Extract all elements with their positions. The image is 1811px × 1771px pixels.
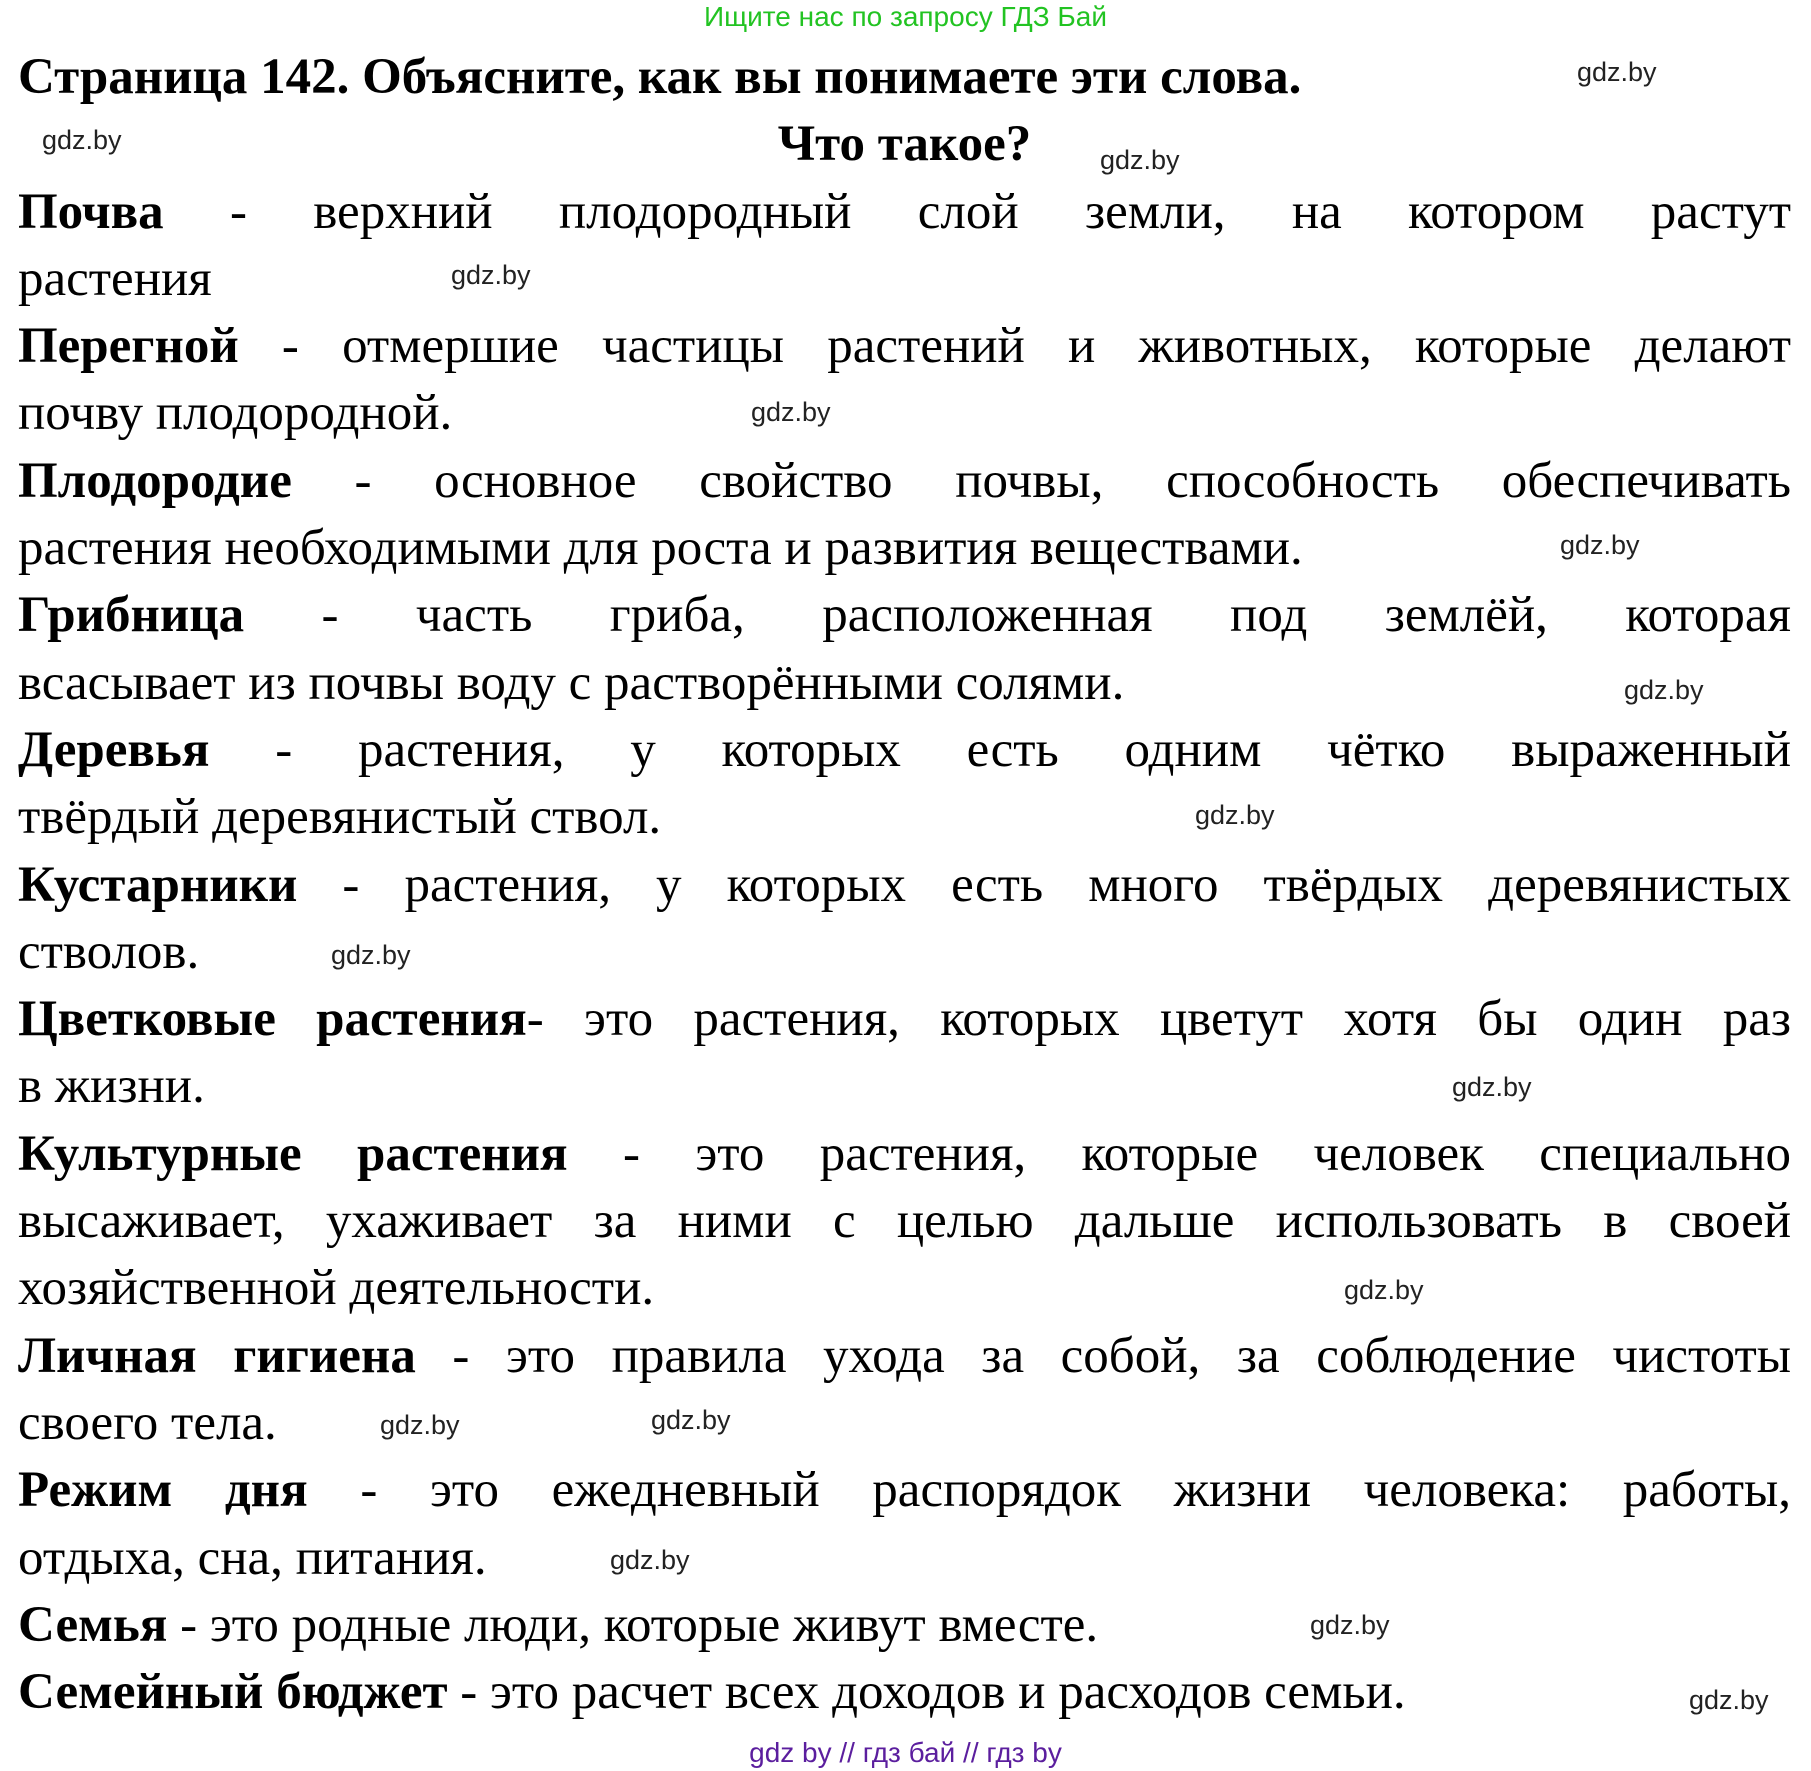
definition-line	[18, 919, 1791, 986]
definition-text: отдыха, сна, питания.	[18, 1529, 487, 1586]
definition-text: всасывает из почвы воду с растворёнными солями.	[18, 654, 1125, 711]
definition-entry	[18, 1659, 1791, 1726]
watermark: gdz.by	[1452, 1072, 1532, 1102]
definition-text: - верхний плодородный слой земли, на котором растут	[163, 183, 1791, 240]
definition-text: высаживает, ухаживает за ними с целью дальше использовать в своей	[18, 1193, 1791, 1250]
watermark: gdz.by	[1195, 800, 1275, 830]
definition-text: почву плодородной.	[18, 385, 453, 442]
definition-text: - это расчет всех доходов и расходов семьи.	[447, 1664, 1406, 1721]
definition-term: Плодородие	[18, 452, 292, 509]
watermark: gdz.by	[1577, 57, 1657, 87]
definition-term: Почва	[18, 183, 164, 240]
page-title: Страница 142. Объясните, как вы понимаете эти слова.	[18, 49, 1302, 105]
watermark: gdz.by	[1344, 1275, 1424, 1305]
watermark: gdz.by	[451, 260, 531, 290]
watermark: gdz.by	[1100, 145, 1180, 175]
watermark: gdz.by	[610, 1545, 690, 1575]
definition-line	[18, 986, 1791, 1053]
definition-line	[18, 1457, 1791, 1524]
definition-text: - растения, у которых есть одним чётко выраженный	[209, 721, 1791, 778]
definition-text: - растения, у которых есть много твёрдых деревянистых	[297, 856, 1791, 913]
definition-text: - это родные люди, которые живут вместе.	[167, 1596, 1099, 1653]
definition-term: Режим дня	[18, 1462, 308, 1519]
definition-text: растения необходимыми для роста и развития веществами.	[18, 520, 1303, 577]
footer-links: gdz by // гдз бай // гдз by	[749, 1737, 1062, 1768]
search-hint-banner: Ищите нас по запросу ГДЗ Бай	[703, 1, 1108, 32]
definition-text: - это ежедневный распорядок жизни человека: работы,	[307, 1462, 1792, 1519]
definition-text: хозяйственной деятельности.	[18, 1260, 655, 1317]
definition-text: - это растения, которых цветут хотя бы один раз	[526, 991, 1791, 1048]
definition-entry	[18, 313, 1791, 448]
definition-line	[18, 784, 1791, 851]
watermark: gdz.by	[331, 940, 411, 970]
definition-text: - отмершие частицы растений и животных, которые делают	[238, 318, 1791, 375]
definition-line	[18, 179, 1791, 246]
watermark: gdz.by	[42, 125, 122, 155]
definition-line	[18, 380, 1791, 447]
definition-line	[18, 1390, 1791, 1457]
definition-term: Кустарники	[18, 856, 298, 913]
definition-text: стволов.	[18, 923, 200, 980]
definition-entry	[18, 717, 1791, 852]
watermark: gdz.by	[751, 397, 831, 427]
watermark: gdz.by	[1560, 530, 1640, 560]
watermark: gdz.by	[1689, 1685, 1769, 1715]
definition-line	[18, 515, 1791, 582]
definition-line	[18, 582, 1791, 649]
definition-line	[18, 1323, 1791, 1390]
definition-term: Грибница	[18, 587, 245, 644]
definition-line	[18, 1188, 1791, 1255]
definition-line	[18, 650, 1791, 717]
definition-term: Семья	[18, 1596, 168, 1653]
definition-entry	[18, 582, 1791, 717]
definition-line	[18, 448, 1791, 515]
definition-line	[18, 852, 1791, 919]
definition-text: - основное свойство почвы, способность обеспечивать	[291, 452, 1791, 509]
definition-list	[18, 179, 1791, 1727]
watermark: gdz.by	[1624, 675, 1704, 705]
watermark: gdz.by	[380, 1410, 460, 1440]
definition-text: твёрдый деревянистый ствол.	[18, 789, 662, 846]
definition-term: Деревья	[18, 721, 210, 778]
watermark: gdz.by	[651, 1405, 731, 1435]
definition-term: Цветковые растения	[18, 991, 527, 1048]
definition-entry	[18, 1592, 1791, 1659]
definition-text: - это правила ухода за собой, за соблюдение чистоты	[415, 1327, 1791, 1384]
page-subtitle: Что такое?	[777, 116, 1032, 173]
watermark: gdz.by	[1310, 1610, 1390, 1640]
definition-line	[18, 1659, 1791, 1726]
definition-line	[18, 313, 1791, 380]
definition-line	[18, 1255, 1791, 1322]
definition-term: Личная гигиена	[18, 1327, 416, 1384]
definition-text: - часть гриба, расположенная под землёй, которая	[244, 587, 1791, 644]
definition-entry	[18, 852, 1791, 987]
definition-line	[18, 1592, 1791, 1659]
definition-entry	[18, 1457, 1791, 1592]
definition-text: - это растения, которые человек специально	[567, 1125, 1791, 1182]
definition-text: растения	[18, 250, 212, 307]
definition-term: Семейный бюджет	[18, 1664, 448, 1721]
definition-line	[18, 246, 1791, 313]
definition-line	[18, 717, 1791, 784]
definition-term: Культурные растения	[18, 1125, 568, 1182]
definition-term: Перегной	[18, 318, 239, 375]
definition-text: своего тела.	[18, 1394, 277, 1451]
definition-text: в жизни.	[18, 1058, 205, 1115]
definition-entry	[18, 1121, 1791, 1323]
definition-line	[18, 1121, 1791, 1188]
definition-entry	[18, 1323, 1791, 1458]
document-body	[18, 44, 1791, 1726]
definition-entry	[18, 179, 1791, 314]
definition-entry	[18, 448, 1791, 583]
definition-line	[18, 1525, 1791, 1592]
